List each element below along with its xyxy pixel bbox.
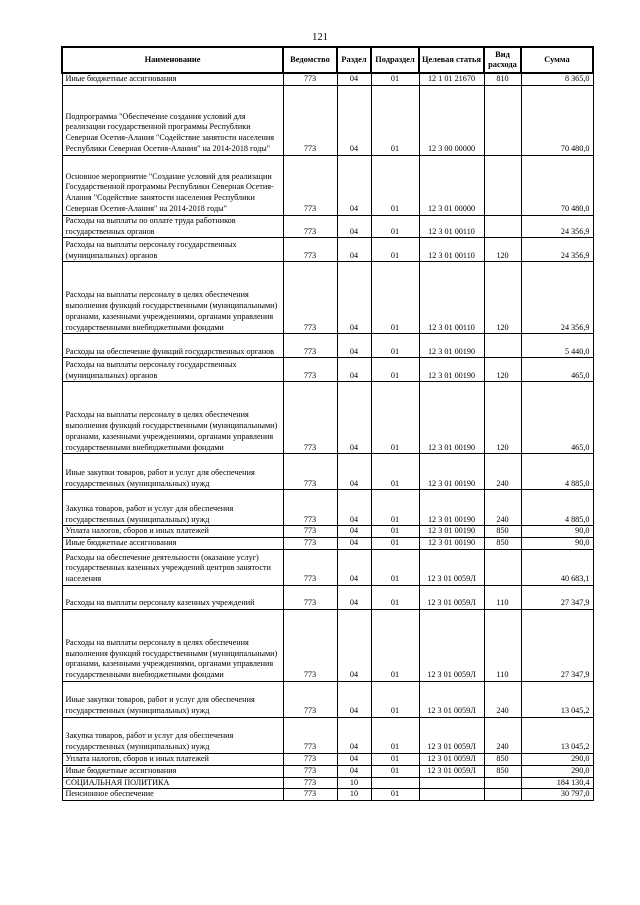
row-expense-type: 850 <box>484 538 521 550</box>
row-name: Расходы на выплаты персоналу государственных (муниципальных) органов <box>62 238 283 262</box>
row-amount: 70 480,0 <box>521 85 593 155</box>
row-expense-type: 850 <box>484 765 521 777</box>
row-name: Пенсионное обеспечение <box>62 789 283 801</box>
row-target: 12 3 01 0059Л <box>419 549 484 585</box>
row-target: 12 3 01 00110 <box>419 215 484 238</box>
row-department: 773 <box>283 753 337 765</box>
row-section: 04 <box>337 765 371 777</box>
row-amount: 13 045,2 <box>521 717 593 753</box>
row-subsection: 01 <box>371 526 419 538</box>
row-name: Расходы на выплаты персоналу в целях обеспечения выполнения функций государственными (муниципальными) органами, казенными учреждениями, органами управления государственными внебюджетными фондами <box>62 382 283 454</box>
row-section: 10 <box>337 789 371 801</box>
row-section: 04 <box>337 215 371 238</box>
row-amount: 4 885,0 <box>521 454 593 490</box>
row-expense-type: 110 <box>484 609 521 681</box>
row-department: 773 <box>283 681 337 717</box>
row-amount: 13 045,2 <box>521 681 593 717</box>
row-target: 12 1 01 21670 <box>419 73 484 85</box>
row-subsection <box>371 777 419 789</box>
row-expense-type: 120 <box>484 238 521 262</box>
row-name: Иные бюджетные ассигнования <box>62 73 283 85</box>
row-section: 04 <box>337 490 371 526</box>
row-name: Уплата налогов, сборов и иных платежей <box>62 753 283 765</box>
table-row <box>62 73 593 85</box>
row-department: 773 <box>283 789 337 801</box>
row-section: 04 <box>337 85 371 155</box>
row-subsection: 01 <box>371 717 419 753</box>
header-subsection: Подраздел <box>371 47 419 73</box>
row-amount: 8 365,0 <box>521 73 593 85</box>
row-expense-type: 850 <box>484 526 521 538</box>
row-target: 12 3 01 0059Л <box>419 609 484 681</box>
table-row <box>62 358 593 382</box>
row-subsection: 01 <box>371 753 419 765</box>
table-row <box>62 538 593 550</box>
row-subsection: 01 <box>371 382 419 454</box>
row-expense-type: 850 <box>484 753 521 765</box>
row-target: 12 3 01 00190 <box>419 526 484 538</box>
row-section: 04 <box>337 753 371 765</box>
row-department: 773 <box>283 609 337 681</box>
table-row <box>62 155 593 215</box>
row-department: 773 <box>283 490 337 526</box>
row-target: 12 3 00 00000 <box>419 85 484 155</box>
row-name: Закупка товаров, работ и услуг для обеспечения государственных (муниципальных) нужд <box>62 717 283 753</box>
table-row <box>62 490 593 526</box>
row-amount: 24 356,9 <box>521 238 593 262</box>
table-row <box>62 334 593 358</box>
row-subsection: 01 <box>371 85 419 155</box>
row-subsection: 01 <box>371 215 419 238</box>
row-subsection: 01 <box>371 358 419 382</box>
row-section: 04 <box>337 334 371 358</box>
row-name: Иные бюджетные ассигнования <box>62 538 283 550</box>
row-subsection: 01 <box>371 73 419 85</box>
row-expense-type: 240 <box>484 681 521 717</box>
row-expense-type <box>484 85 521 155</box>
row-section: 04 <box>337 717 371 753</box>
table-row <box>62 549 593 585</box>
row-amount: 24 356,9 <box>521 262 593 334</box>
row-section: 04 <box>337 585 371 609</box>
row-department: 773 <box>283 358 337 382</box>
row-expense-type: 120 <box>484 382 521 454</box>
row-target: 12 3 01 00110 <box>419 262 484 334</box>
row-section: 04 <box>337 549 371 585</box>
row-amount: 27 347,9 <box>521 609 593 681</box>
row-target: 12 3 01 0059Л <box>419 585 484 609</box>
row-expense-type <box>484 777 521 789</box>
row-name: Расходы на обеспечение функций государственных органов <box>62 334 283 358</box>
page-number: 121 <box>312 32 328 43</box>
row-section: 04 <box>337 681 371 717</box>
row-subsection: 01 <box>371 454 419 490</box>
row-department: 773 <box>283 765 337 777</box>
row-name: Иные закупки товаров, работ и услуг для обеспечения государственных (муниципальных) нужд <box>62 454 283 490</box>
row-target: 12 3 01 00190 <box>419 382 484 454</box>
row-expense-type: 240 <box>484 490 521 526</box>
row-department: 773 <box>283 85 337 155</box>
row-name: Основное мероприятие "Создание условий для реализации Государственной программы Республики Северная Осетия-Алания "Содействие занятости населения Республики Северная Осетия-Алания" на 2014-2018 годы" <box>62 155 283 215</box>
row-target: 12 3 01 0059Л <box>419 765 484 777</box>
row-expense-type <box>484 789 521 801</box>
header-amount: Сумма <box>521 47 593 73</box>
row-target <box>419 777 484 789</box>
row-subsection: 01 <box>371 538 419 550</box>
row-expense-type <box>484 155 521 215</box>
row-subsection: 01 <box>371 334 419 358</box>
row-name: Расходы на выплаты персоналу государственных (муниципальных) органов <box>62 358 283 382</box>
row-name: Расходы на выплаты персоналу казенных учреждений <box>62 585 283 609</box>
row-target: 12 3 01 00190 <box>419 454 484 490</box>
row-department: 773 <box>283 262 337 334</box>
row-expense-type <box>484 549 521 585</box>
row-department: 773 <box>283 777 337 789</box>
table-row <box>62 765 593 777</box>
row-expense-type <box>484 215 521 238</box>
row-name: Иные закупки товаров, работ и услуг для обеспечения государственных (муниципальных) нужд <box>62 681 283 717</box>
row-subsection: 01 <box>371 490 419 526</box>
row-section: 04 <box>337 538 371 550</box>
row-department: 773 <box>283 215 337 238</box>
row-section: 04 <box>337 382 371 454</box>
row-amount: 290,0 <box>521 753 593 765</box>
header-department: Ведомство <box>283 47 337 73</box>
row-department: 773 <box>283 238 337 262</box>
row-amount: 184 130,4 <box>521 777 593 789</box>
row-name: Расходы на выплаты по оплате труда работников государственных органов <box>62 215 283 238</box>
header-name: Наименование <box>62 47 283 73</box>
row-subsection: 01 <box>371 681 419 717</box>
row-expense-type: 120 <box>484 262 521 334</box>
row-name: СОЦИАЛЬНАЯ ПОЛИТИКА <box>62 777 283 789</box>
row-target: 12 3 01 0059Л <box>419 753 484 765</box>
row-section: 04 <box>337 454 371 490</box>
row-amount: 4 885,0 <box>521 490 593 526</box>
table-row <box>62 454 593 490</box>
row-department: 773 <box>283 334 337 358</box>
row-department: 773 <box>283 382 337 454</box>
row-section: 04 <box>337 526 371 538</box>
row-expense-type: 120 <box>484 358 521 382</box>
row-subsection: 01 <box>371 549 419 585</box>
row-amount: 24 356,9 <box>521 215 593 238</box>
row-section: 10 <box>337 777 371 789</box>
table-row <box>62 262 593 334</box>
header-expense-type: Вид расхода <box>484 47 521 73</box>
row-name: Подпрограмма "Обеспечение создания условий для реализации государственной программы Республики Северная Осетия-Алания "Содействие занятости населения Республики Северная Осетия-Алания" на 2014-2018 годы" <box>62 85 283 155</box>
row-subsection: 01 <box>371 585 419 609</box>
row-subsection: 01 <box>371 609 419 681</box>
row-amount: 465,0 <box>521 382 593 454</box>
row-section: 04 <box>337 358 371 382</box>
row-expense-type: 240 <box>484 454 521 490</box>
row-target: 12 3 01 0059Л <box>419 681 484 717</box>
table-row <box>62 789 593 801</box>
row-subsection: 01 <box>371 789 419 801</box>
row-target: 12 3 01 0059Л <box>419 717 484 753</box>
row-amount: 27 347,9 <box>521 585 593 609</box>
row-amount: 465,0 <box>521 358 593 382</box>
row-name: Уплата налогов, сборов и иных платежей <box>62 526 283 538</box>
row-department: 773 <box>283 73 337 85</box>
row-department: 773 <box>283 585 337 609</box>
row-name: Закупка товаров, работ и услуг для обеспечения государственных (муниципальных) нужд <box>62 490 283 526</box>
row-amount: 40 683,1 <box>521 549 593 585</box>
row-target <box>419 789 484 801</box>
row-target: 12 3 01 00190 <box>419 490 484 526</box>
row-section: 04 <box>337 238 371 262</box>
table-row <box>62 609 593 681</box>
row-amount: 90,0 <box>521 526 593 538</box>
row-section: 04 <box>337 609 371 681</box>
table-row <box>62 238 593 262</box>
table-row <box>62 753 593 765</box>
row-target: 12 3 01 00190 <box>419 334 484 358</box>
row-amount: 90,0 <box>521 538 593 550</box>
header-section: Раздел <box>337 47 371 73</box>
table-header-row <box>62 47 593 73</box>
row-department: 773 <box>283 155 337 215</box>
table-row <box>62 526 593 538</box>
row-name: Иные бюджетные ассигнования <box>62 765 283 777</box>
row-subsection: 01 <box>371 765 419 777</box>
row-expense-type <box>484 334 521 358</box>
row-department: 773 <box>283 454 337 490</box>
row-amount: 70 480,0 <box>521 155 593 215</box>
table-row <box>62 85 593 155</box>
row-target: 12 3 01 00000 <box>419 155 484 215</box>
table-row <box>62 681 593 717</box>
row-amount: 30 797,0 <box>521 789 593 801</box>
table-row <box>62 777 593 789</box>
row-department: 773 <box>283 526 337 538</box>
row-expense-type: 110 <box>484 585 521 609</box>
row-subsection: 01 <box>371 262 419 334</box>
row-department: 773 <box>283 538 337 550</box>
row-target: 12 3 01 00110 <box>419 238 484 262</box>
row-name: Расходы на обеспечение деятельности (оказание услуг) государственных казенных учреждений центров занятости населения <box>62 549 283 585</box>
row-section: 04 <box>337 73 371 85</box>
table-row <box>62 717 593 753</box>
row-subsection: 01 <box>371 155 419 215</box>
row-section: 04 <box>337 155 371 215</box>
header-target: Целевая статья <box>419 47 484 73</box>
row-expense-type: 240 <box>484 717 521 753</box>
row-name: Расходы на выплаты персоналу в целях обеспечения выполнения функций государственными (муниципальными) органами, казенными учреждениями, органами управления государственными внебюджетными фондами <box>62 262 283 334</box>
table-row <box>62 382 593 454</box>
row-expense-type: 810 <box>484 73 521 85</box>
table-row <box>62 585 593 609</box>
row-section: 04 <box>337 262 371 334</box>
row-target: 12 3 01 00190 <box>419 358 484 382</box>
row-subsection: 01 <box>371 238 419 262</box>
row-department: 773 <box>283 549 337 585</box>
row-name: Расходы на выплаты персоналу в целях обеспечения выполнения функций государственными (муниципальными) органами, казенными учреждениями, органами управления государственными внебюджетными фондами <box>62 609 283 681</box>
budget-table <box>61 46 594 801</box>
row-amount: 5 440,0 <box>521 334 593 358</box>
row-amount: 290,0 <box>521 765 593 777</box>
table-row <box>62 215 593 238</box>
row-department: 773 <box>283 717 337 753</box>
row-target: 12 3 01 00190 <box>419 538 484 550</box>
